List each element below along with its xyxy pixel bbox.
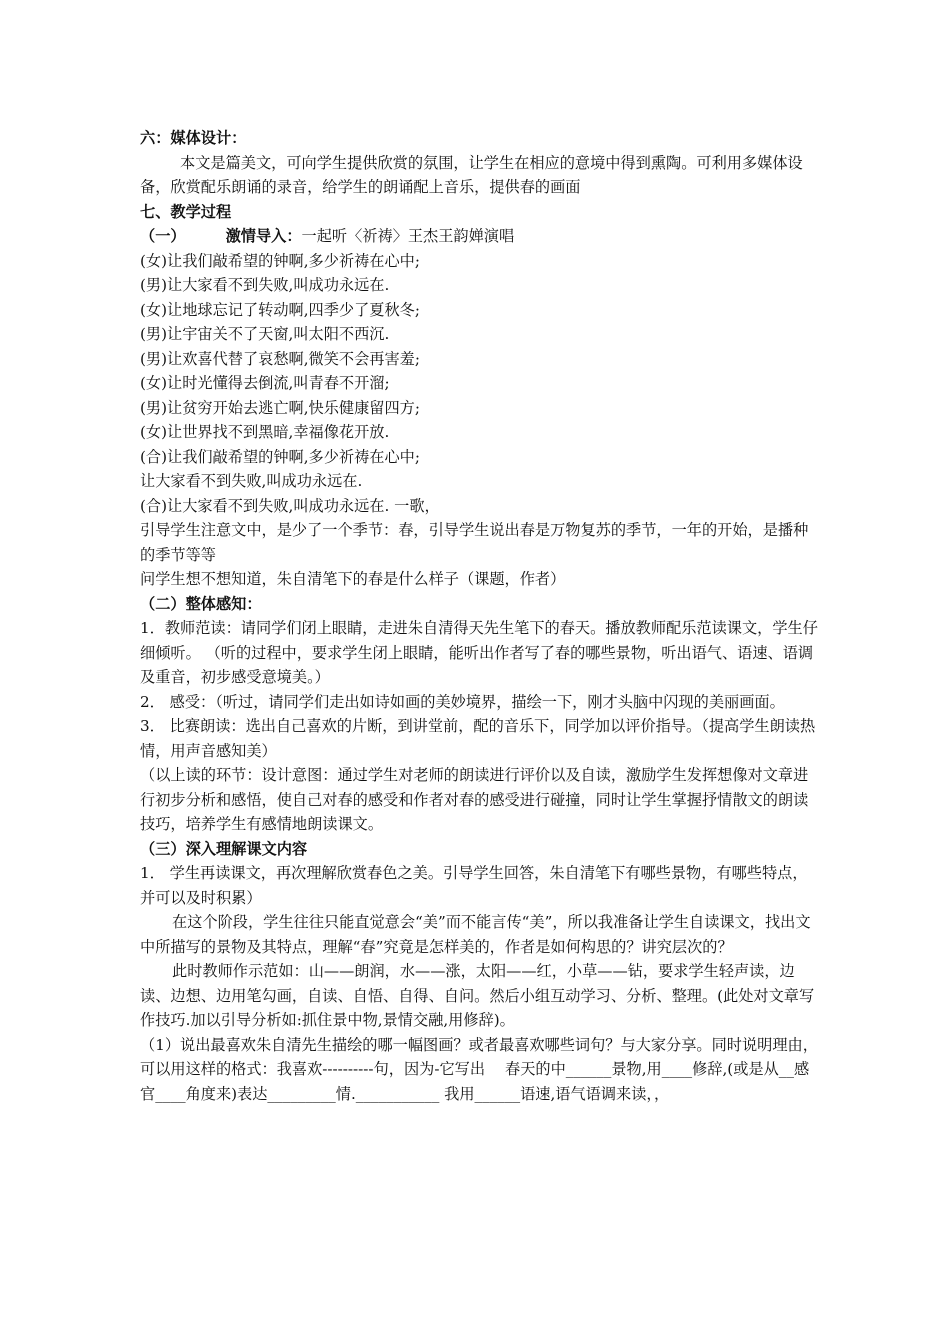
part-one-title: 激情导入：: [225, 227, 302, 245]
guide-paragraph: 引导学生注意文中，是少了一个季节：春，引导学生说出春是万物复苏的季节，一年的开始，是播种的季节等等: [140, 521, 809, 564]
part-two-item-3: 3． 比赛朗读：选出自己喜欢的片断，到讲堂前，配的音乐下，同学加以评价指导。（提高学生朗读热情，用声音感知美）: [140, 717, 816, 760]
lyric-line: 让大家看不到失败,叫成功永远在.: [140, 472, 363, 490]
part-two-item-1: 1．教师范读：请同学们闭上眼睛，走进朱自清得天先生笔下的春天。播放教师配乐范读课文，学生仔细倾听。 （听的过程中，要求学生闭上眼睛，能听出作者写了春的哪些景物，听出语气、语速、语调及重音，初步感受意境美。）: [140, 619, 818, 686]
lyric-line: (女)让我们敲希望的钟啊,多少祈祷在心中;: [140, 251, 420, 270]
part-three-question-1: （1）说出最喜欢朱自清先生描绘的哪一幅图画？或者最喜欢哪些词句？与大家分享。同时说明理由，: [140, 1035, 818, 1054]
part-three-heading: （三）深入理解课文内容: [140, 839, 308, 858]
part-two-item-2: 2． 感受：（听过，请同学们走出如诗如画的美妙境界，描绘一下，刚才头脑中闪现的美丽画面。: [140, 692, 785, 711]
part-three-paragraph-1: 在这个阶段，学生往往只能直觉意会“美”而不能言传“美”，所以我准备让学生自读课文，找出文中所描写的景物及其特点，理解“春”究竟是怎样美的，作者是如何构思的？讲究层次的？: [140, 913, 811, 956]
document-page: [140, 126, 820, 1106]
lyric-line: (男)让大家看不到失败,叫成功永远在.: [140, 276, 390, 294]
lyric-line: (女)让世界找不到黑暗,幸福像花开放.: [140, 423, 390, 441]
lyric-line: (男)让贫穷开始去逃亡啊,快乐健康留四方;: [140, 398, 420, 417]
part-three-item-1: 1． 学生再读课文，再次理解欣赏春色之美。引导学生回答，朱自清笔下有哪些景物，有哪些特点，并可以及时积累）: [140, 864, 808, 907]
section-seven-heading: 七、教学过程: [140, 202, 232, 221]
answer-format-template: 可以用这样的格式：我喜欢----------句，因为-它写出 春天的中______景物,用____修辞,(或是从__感官____角度来)表达_________情.___________ 我用______语速,语气语调来读，，: [140, 1060, 810, 1103]
lyric-line: (男)让欢喜代替了哀愁啊,微笑不会再害羞;: [140, 349, 420, 368]
lyric-line: (男)让宇宙关不了天窗,叫太阳不西沉.: [140, 325, 390, 343]
lyric-line: (女)让时光懂得去倒流,叫青春不开溜;: [140, 374, 390, 392]
part-one-subtitle: 一起听〈祈祷〉王杰王韵婵演唱: [301, 227, 515, 245]
lyric-line: (女)让地球忘记了转动啊,四季少了夏秋冬;: [140, 300, 420, 319]
part-one-number: （一）: [140, 227, 186, 245]
guide-question: 问学生想不想知道，朱自清笔下的春是什么样子（课题，作者）: [140, 570, 566, 588]
section-six-heading: 六：媒体设计：: [140, 129, 247, 147]
design-intent-note: （以上读的环节：设计意图：通过学生对老师的朗读进行评价以及自读，激励学生发挥想像对文章进行初步分析和感悟，使自己对春的感受和作者对春的感受进行碰撞，同时让学生掌握抒情散文的朗读技巧，培养学生有感情地朗读课文。: [140, 766, 809, 833]
media-design-paragraph: 本文是篇美文，可向学生提供欣赏的氛围，让学生在相应的意境中得到熏陶。可利用多媒体设备，欣赏配乐朗诵的录音，给学生的朗诵配上音乐，提供春的画面: [140, 153, 803, 196]
part-one-heading: [140, 224, 820, 249]
lyric-line: (合)让大家看不到失败,叫成功永远在. 一歌，: [140, 496, 440, 515]
part-three-paragraph-2: 此时教师作示范如：山——朗润，水——涨，太阳——红，小草——钻，要求学生轻声读，边读、边想、边用笔勾画，自读、自悟、自得、自问。然后小组互动学习、分析、整理。(此处对文章写作技巧.加以引导分析如:抓住景中物,景情交融,用修辞)。: [140, 962, 815, 1029]
lyric-line: (合)让我们敲希望的钟啊,多少祈祷在心中;: [140, 447, 420, 466]
part-two-heading: （二）整体感知：: [140, 594, 262, 613]
